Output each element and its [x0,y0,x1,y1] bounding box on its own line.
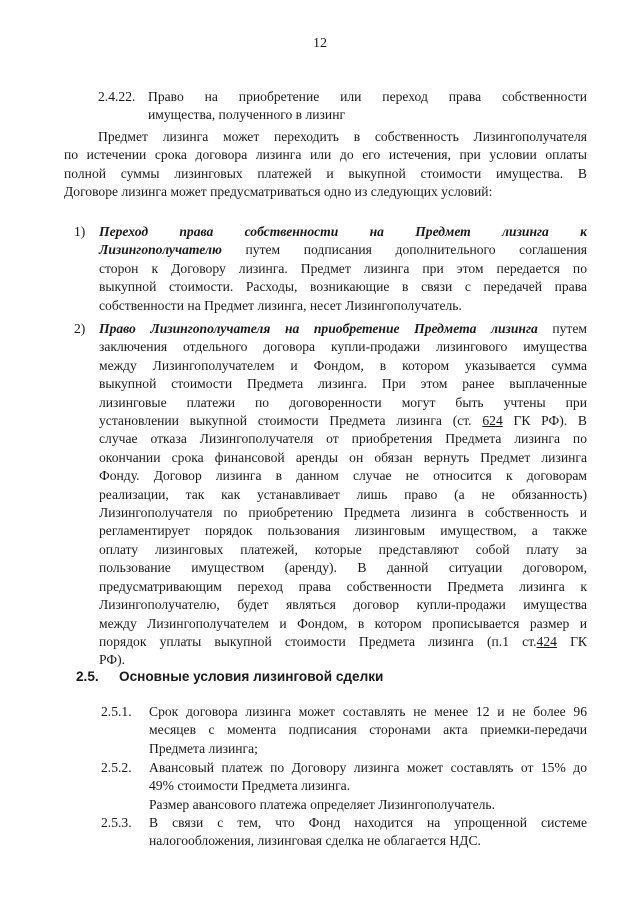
paragraph-line: между Лизингополучателем и Фондом, в котором прописывается размер и [99,615,587,631]
item-lead-text: Право Лизингополучателя на приобретение Предмета лизинга [99,321,538,336]
paragraph-line: заключения отдельного договора купли-продажи лизингового имущества [99,339,587,355]
paragraph-line: пользование имуществом (аренду). В данной ситуации договором, [99,560,587,576]
paragraph-line: случае отказа Лизингополучателя от приобретения Предмета лизинга по [99,431,587,447]
paragraph-line: окончании срока финансовой аренды он обязан вернуть Предмет лизинга [99,449,587,465]
paragraph-line [99,633,587,651]
paragraph-line: оплату лизинговых платежей, которые представляют собой плату за [99,541,587,557]
paragraph-line: собственности на Предмет лизинга, несет Лизингополучатель. [99,297,462,313]
heading-line: Право на приобретение или переход права собственности [148,89,587,104]
paragraph-line: полной суммы лизинговых платежей и выкупной стоимости имущества. В [64,165,587,181]
paragraph-line: Предмет лизинга может переходить в собственность Лизингополучателя [98,129,587,144]
heading-line: имущества, полученного в лизинг [148,107,346,123]
item-lead-text: Лизингополучателю [99,242,222,258]
item-text: порядок уплаты выкупной стоимости Предмета лизинга (п.1 ст. [99,633,537,649]
section-number: 2.5. [76,669,99,684]
paragraph-line: регламентирует порядок пользования лизинговым имуществом, а также [99,523,587,539]
paragraph-line: выкупной стоимости. Расходы, возникающие в связи с передачей права [99,279,587,295]
clause-number: 2.5.2. [101,760,132,775]
paragraph-line: Фонду. Договор лизинга в данном случае не относится к договорам [99,468,587,484]
section-number: 2.4.22. [98,89,136,104]
paragraph-line: В связи с тем, что Фонд находится на упрощенной системе [149,815,587,830]
paragraph-line [99,241,587,259]
paragraph-line: по истечении срока договора лизинга или до его истечения, при условии оплаты [64,147,587,163]
paragraph-line: налогообложения, лизинговая сделка не облагается НДС. [149,833,481,849]
paragraph-line: 49% стоимости Предмета лизинга. [149,778,351,794]
clause-number: 2.5.3. [101,815,132,830]
section-title: Основные условия лизинговой сделки [119,669,384,684]
paragraph-line: РФ). [99,652,125,668]
article-424-link[interactable]: 424 [536,633,557,649]
section-2-5-heading [76,668,383,686]
list-number: 2) [74,321,86,336]
list-number: 1) [74,224,86,239]
paragraph-line: Договоре лизинга может предусматриваться одно из следующих условий: [64,184,493,200]
paragraph-line [99,320,587,338]
clause-number: 2.5.1. [101,704,132,719]
item-text: установлении выкупной стоимости Предмета лизинга (ст. [99,413,483,429]
article-624-link[interactable]: 624 [482,413,503,429]
page-number: 12 [313,36,327,51]
item-text: ГК РФ). В [502,413,587,429]
item-text: путем [537,321,588,336]
intro-paragraph [64,128,587,202]
item-lead-text: Переход права собственности на Предмет лизинга к [99,224,587,239]
paragraph-line [99,412,587,430]
paragraph-line: предусматривающим переход права собственности Предмета лизинга к [99,578,587,594]
paragraph-line: месяцев с момента подписания сторонами акта приемки-передачи [149,722,587,738]
paragraph-line: выкупной стоимости Предмета лизинга. При этом ранее выплаченные [99,376,587,392]
paragraph-line: реализации, так как устанавливает лишь право (а не обязанность) [99,486,587,502]
paragraph-line: Предмета лизинга; [149,740,258,756]
item-text: путем подписания дополнительного соглашения [221,242,587,258]
paragraph-line: Авансовый платеж по Договору лизинга может составлять от 15% до [149,760,587,775]
paragraph-line: Размер авансового платежа определяет Лизингополучатель. [149,796,495,812]
paragraph-line: Срок договора лизинга может составлять не менее 12 и не более 96 [149,704,587,719]
paragraph-line: Лизингополучателя по приобретению Предмета лизинга в собственность и [99,505,587,521]
paragraph-line: между Лизингополучателем и Фондом, в котором указывается сумма [99,357,587,373]
item-text: ГК [556,633,587,649]
paragraph-line: лизинговые платежи по договоренности могут быть учтены при [99,394,587,410]
paragraph-line: сторон к Договору лизинга. Предмет лизинга при этом передается по [99,260,587,276]
paragraph-line: Лизингополучателю, будет являться договор купли-продажи имущества [99,597,587,613]
